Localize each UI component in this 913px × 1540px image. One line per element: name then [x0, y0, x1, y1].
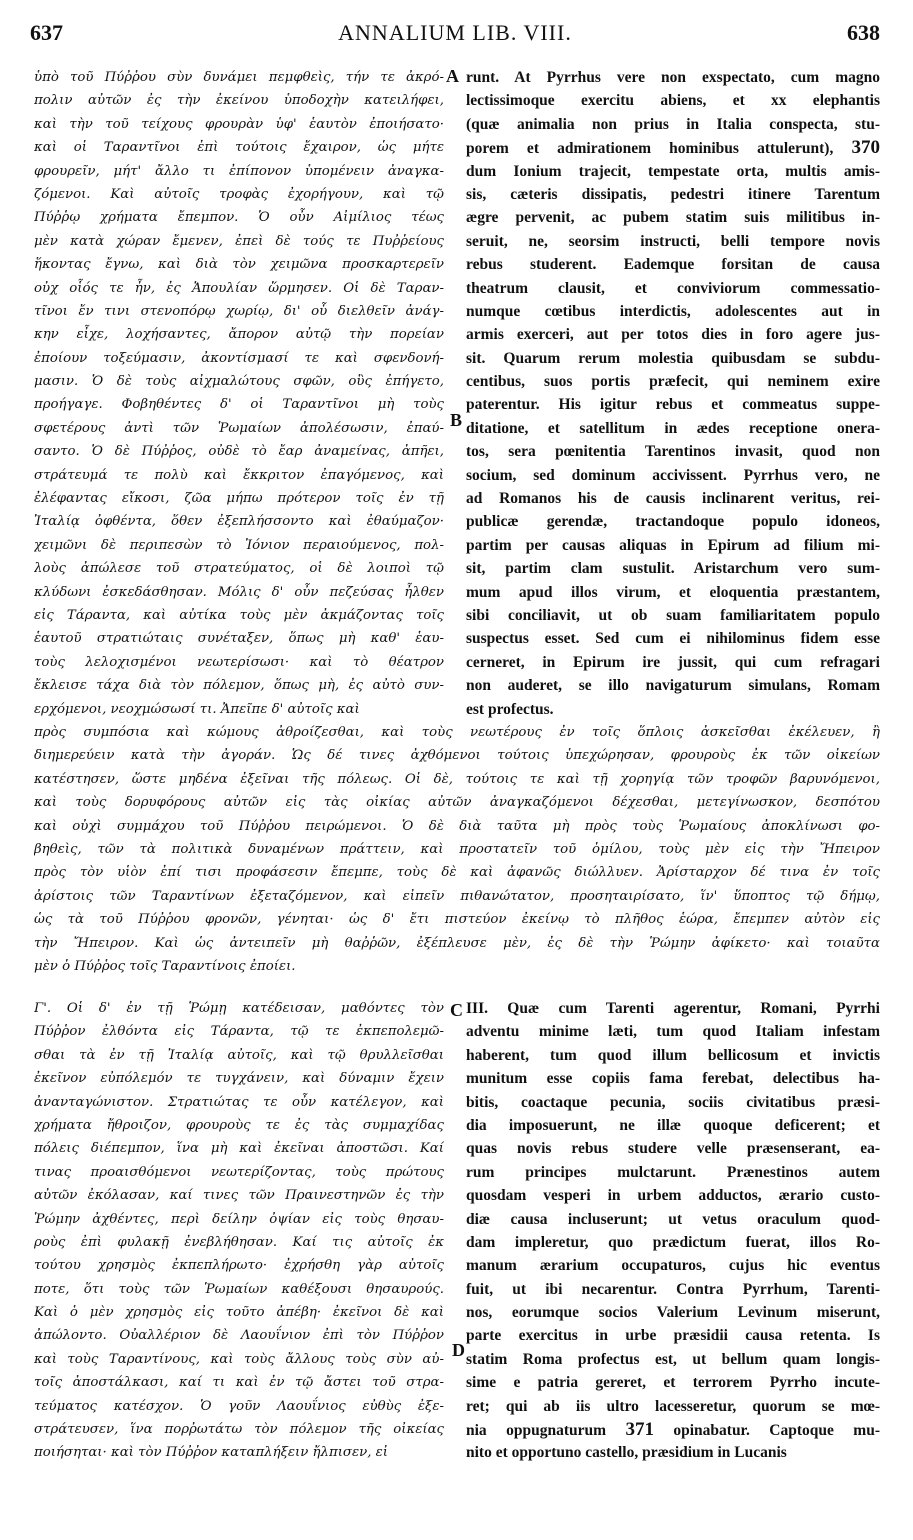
text-line: μὲν ὁ Πύῤῥος τοῖς Ταραντίνοις ἐποίει. — [34, 958, 296, 974]
text-line: non auderet, se illo navigaturum simulans, Romam — [466, 677, 880, 695]
text-line: sime e patria gereret, et terrorem Pyrrho incute- — [466, 1374, 880, 1392]
text-line: καὶ οἱ Ταραντῖνοι ἐπὶ τούτοις ἔχαιρον, ὡς μήτε — [34, 140, 444, 156]
text-line: rebus studerent. Eademque forsitan de causa — [466, 256, 880, 274]
text-line: mum apud illos virum, et eloquentia præstantem, — [466, 583, 880, 601]
text-line: πόλεις διέπεμπον, ἵνα μὴ καὶ ἐκεῖναι ἀποστῶσι. Καί — [34, 1141, 444, 1157]
text-line: ποιήσηται· καὶ τὸν Πύῤῥον καταπλήξειν ἤλπισεν, εἰ — [34, 1445, 389, 1461]
text-line: (quæ animalia non prius in Italia conspecta, stu- — [466, 115, 880, 133]
text-line: quas novis rebus studere velle præsenserant, ea- — [466, 1140, 880, 1158]
text-line: ἑαυτοῦ στρατιώταις συνέταξεν, ὅπως μὴ καθ' ἑαυ- — [34, 631, 444, 647]
text-line: χρήματα ἤθροιζον, φρουροὺς τε ἐς τὰς συμμαχίδας — [34, 1117, 444, 1133]
text-line: αὐτῶν ἐκόλασαν, καί τινες τῶν Πραινεστηνῶν ἐς τὴν — [34, 1188, 444, 1204]
text-line: suspectus esset. Sed cum ei nihilominus fidem esse — [466, 630, 880, 648]
text-line: διημερεύειν κατὰ τὴν ἀγοράν. Ὡς δέ τινες ἀχθόμενοι τούτοις ὑπεχώρησαν, φρουροὺς ἐκ τῶν οἰκείων — [34, 748, 880, 764]
text-line: ἐκεῖνον εὐπόλεμόν τε τυγχάνειν, καὶ δύναμιν ἔχειν — [34, 1071, 444, 1087]
text-line: ἀρίστοις τῶν Ταραντίνων ἐξεταζόμενον, καὶ εἰπεῖν πιθανώτατον, προσηταιρίσατο, ἵν' ὕποπτος τῷ δήμῳ, — [34, 888, 880, 904]
text-line: parte exercitus in urbe præsidii causa retenta. Is — [466, 1327, 880, 1345]
text-line: theatrum clausit, et conviviorum commessatio- — [466, 279, 880, 297]
running-title: ANNALIUM LIB. VIII. — [338, 20, 572, 45]
text-line: τεύματος κατέσχον. Ὁ γοῦν Λαουΐνιος εὐθὺς ἐξε- — [34, 1398, 444, 1414]
latin-column-bottom — [466, 997, 880, 1465]
text-line: ὡς τὰ τοῦ Πύῤῥου φρονῶν, γένηται· ὡς δ' ἔτι πιστεύον ἐκείνῳ τὸ πλῆθος ἑώρα, ἔπεμπεν αὐτὸν εἰς — [34, 912, 880, 928]
text-line: sis, cæteris dissipatis, pedestri itinere Tarentum — [466, 185, 880, 203]
text-line — [466, 1418, 880, 1441]
text-line: Ἰταλίᾳ ὀφθέντα, ὅθεν ἐξεπλήσσοντο καὶ ἐθαύμαζον· — [34, 514, 444, 530]
text-line: κατέστησεν, ὥστε μηδένα ἐξεῖναι τῆς πόλεως. Οἱ δὲ, τούτοις τε καὶ τῇ χορηγίᾳ τῶν τροφῶν βαρυνόμενοι, — [34, 771, 880, 787]
text-line: ποτε, ὅτι τοὺς τῶν Ῥωμαίων καθέξουσι θησαυρούς. — [34, 1281, 444, 1297]
text-line: ret; qui ab iis ultro lacesseretur, quorum se mœ- — [466, 1397, 880, 1415]
text-line: ροὺς ἐπὶ φυλακῇ ἐνεβλήθησαν. Καί τις αὐτοῖς ἐκ — [34, 1234, 444, 1250]
text-line: sit. Quarum rerum molestia quibusdam se subdu- — [466, 349, 880, 367]
text-line: bitis, coactaque pecunia, sociis civitatibus præsi- — [466, 1093, 880, 1111]
text-line: ἐποίουν τοξεύμασιν, ἀκοντίσμασί τε καὶ σφενδονή- — [34, 350, 444, 366]
page-number-left: 637 — [30, 20, 63, 45]
text-line: diæ causa incluserunt; ut vetus oraculum quod- — [466, 1210, 880, 1228]
text-line: sibi conciliavit, ut ob suam familiaritatem populo — [466, 606, 880, 624]
text-line: σθαι τὰ ἐν τῇ Ἰταλίᾳ αὐτοῖς, καὶ τῷ θρυλλεῖσθαι — [34, 1047, 444, 1063]
inline-page-reference: 370 — [851, 137, 880, 159]
text-line: εἰς Τάραντα, καὶ αὐτίκα τοὺς μὲν ἀκμάζοντας τοῖς — [34, 607, 444, 623]
text-line: κλύδωνι ἐσκεδάσθησαν. Μόλις δ' οὖν πεζεύσας ἦλθεν — [34, 584, 444, 600]
text-line: στράτευμά τε πολὺ καὶ ἔκκριτον ἐπαγόμενος, καὶ — [34, 467, 444, 483]
text-line: est profectus. — [466, 700, 554, 718]
text-line: Καὶ ὁ μὲν χρησμὸς εἰς τοῦτο ἀπέβη· ἐκεῖνοι δὲ καὶ — [34, 1305, 444, 1321]
text-fragment: nia oppugnaturum — [466, 1422, 607, 1440]
text-line: οὐχ οἷός τε ἦν, ἐς Ἀπουλίαν ὥρμησεν. Οἱ δὲ Ταραν- — [34, 280, 444, 296]
text-line: fuit, ut ibi necarentur. Contra Pyrrhum, Tarenti- — [466, 1280, 880, 1298]
page-number-right: 638 — [847, 20, 880, 45]
text-line: πρὸς τὸν υἱὸν ἐπί τισι προφάσεσιν ἔπεμπε, τοὺς δὲ καὶ ἀφανῶς διώλλυεν. Ἀρίσταρχον δέ τινα ἐν τοῖς — [34, 865, 880, 881]
text-line: ditatione, et satellitum in ædes receptione onera- — [466, 419, 880, 437]
text-line: τινας προαισθόμενοι νεωτερίζοντας, τοὺς πρώτους — [34, 1164, 444, 1180]
text-line: κην εἶχε, λοχήσαντες, ἄπορον αὐτῷ τὴν πορείαν — [34, 327, 444, 343]
text-line: ἀνανταγώνιστον. Στρατιώτας τε οὖν κατέλεγον, καὶ — [34, 1094, 444, 1110]
text-line: ερχόμενοι, νεοχμώσωσί τι. Ἀπεῖπε δ' αὐτοῖς καὶ — [34, 701, 360, 717]
text-line: ἐλέφαντας εἴκοσι, ζῶα μήπω πρότερον τοῖς ἐν τῇ — [34, 491, 444, 507]
text-line: quosdam vesperi in urbem adductos, ærario custo- — [466, 1187, 880, 1205]
text-fragment: porem et admirationem hominibus attulerunt), — [466, 140, 834, 158]
text-line: centibus, suos portis præfecit, qui neminem exire — [466, 373, 880, 391]
text-line: numque cœtibus interdictis, adolescentes aut in — [466, 302, 880, 320]
text-line: Γ'. Οἱ δ' ἐν τῇ Ῥώμῃ κατέδεισαν, μαθόντες τὸν — [34, 1001, 444, 1016]
text-line: πρὸς συμπόσια καὶ κώμους ἀθροίζεσθαι, καὶ τοὺς νεωτέρους ἐν τοῖς ὅπλοις ἀσκεῖσθαι ἐκέλευεν, ἢ — [34, 725, 880, 740]
text-line: ἔκλεισε τάχα διὰ τὸν πόλεμον, ὅπως μὴ, ἐς αὐτὸ συν- — [34, 678, 444, 694]
text-line: σφετέρους ἀντὶ τῶν Ῥωμαίων ἀπολέσωσιν, ἐπαύ- — [34, 420, 444, 436]
text-line: τὴν Ἤπειρον. Καὶ ὡς ἀντειπεῖν μὴ θαῤῥῶν, ἐξέπλευσε μὲν, ἐς δὲ τὴν Ῥώμην ἀφίκετο· καὶ τοιαῦτα — [34, 935, 880, 951]
text-line: partim per causas aliquas in Epirum ad filium mi- — [466, 536, 880, 554]
text-line: seruit, ne, seorsim instructi, belli tempore novis — [466, 232, 880, 250]
text-line: paterentur. His igitur rebus et commeatus suppe- — [466, 396, 880, 414]
text-line: socium, sed dominum accivissent. Pyrrhus vero, ne — [466, 466, 880, 484]
text-line: ὑπὸ τοῦ Πύῤῥου σὺν δυνάμει πεμφθεὶς, τήν τε ἀκρό- — [34, 70, 444, 85]
text-line: ζόμενοι. Καὶ αὐτοῖς τροφὰς ἐχορήγουν, καὶ τῷ — [34, 186, 444, 202]
text-line: καὶ τὴν τοῦ τείχους φρουρὰν ὑφ' ἑαυτὸν ἐποιήσατο· — [34, 116, 444, 132]
greek-column-bottom — [34, 997, 444, 1465]
text-line: munitum esse copiis fama ferebat, delectibus ha- — [466, 1070, 880, 1088]
text-line: dia imposuerunt, ne illæ quoque deficerent; et — [466, 1116, 880, 1134]
text-line: Πύῤῥον ἐλθόντα εἰς Τάραντα, τῷ τε ἐκπεπολεμῶ- — [34, 1024, 444, 1040]
text-line: Πύῤῥῳ χρήματα ἔπεμπον. Ὁ οὖν Αἰμίλιος τέως — [34, 210, 444, 226]
section-marker-a: A — [446, 66, 459, 86]
page-header — [30, 20, 880, 50]
latin-column-top — [466, 66, 880, 721]
text-line: ægre pervenit, ac pubem statim suis militibus in- — [466, 209, 880, 227]
text-line: στράτευσεν, ἵνα πορῤωτάτω τὸν πόλεμον τῆς οἰκείας — [34, 1422, 444, 1438]
text-line: rum principes mulctarunt. Prænestinos autem — [466, 1163, 880, 1181]
text-line: ἀπώλοντο. Οὐαλλέριον δὲ Λαουΐνιον ἐπὶ τὸν Πύῤῥον — [34, 1328, 444, 1344]
text-line: προήγαγε. Φοβηθέντες δ' οἱ Ταραντῖνοι μὴ τοὺς — [34, 397, 444, 413]
text-line: ἥκοντας ἔγνω, καὶ διὰ τὸν χειμῶνα προσκαρτερεῖν — [34, 257, 444, 273]
text-line: καὶ τοὺς δορυφόρους αὐτῶν εἰς τὰς οἰκίας αὐτῶν ἀναγκαζόμενοι δέχεσθαι, μετεγίνωσκον, δεσπότου — [34, 795, 880, 811]
text-line: nos, eorumque socios Valerium Levinum miserunt, — [466, 1304, 880, 1322]
text-line: publicæ gerendæ, tractandoque populo idoneos, — [466, 513, 880, 531]
text-line: μασιν. Ὁ δὲ τοὺς αἰχμαλώτους σφῶν, οὓς ἐπήγετο, — [34, 374, 444, 390]
greek-column-top — [34, 66, 444, 721]
text-line: Ῥώμην ἀχθέντες, περὶ δείλην ὀψίαν εἰς τοὺς θησαυ- — [34, 1211, 444, 1227]
text-line: τοῖς ἀποστάλκασι, καί τι καὶ ἐν τῷ ἄστει τοῦ στρα- — [34, 1375, 444, 1391]
text-line: adventu minime læti, tum quod Italiam infestam — [466, 1023, 880, 1041]
text-line: dam impleretur, quo prædictum fuerat, illos Ro- — [466, 1233, 880, 1251]
section-marker-c: C — [450, 1000, 463, 1020]
text-line: τοὺς λελοχισμένοι νεωτερίσωσι· καὶ τὸ θέατρον — [34, 654, 444, 670]
text-line: ad Romanos his de causis inclinarent veritus, rei- — [466, 490, 880, 508]
text-line: statim Roma profectus est, ut bellum quam longis- — [466, 1350, 880, 1368]
inline-page-reference: 371 — [625, 1419, 654, 1441]
text-line: tos, sera pœnitentia Tarentinos invasit, quod non — [466, 443, 880, 461]
section-marker-d: D — [452, 1340, 465, 1360]
text-line: μὲν κατὰ χώραν ἔμενεν, ἐπεὶ δὲ τούς τε Πυῤῥείους — [34, 233, 444, 249]
text-line: σαντο. Ὁ δὲ Πύῤῥος, οὐδὲ τὸ ἔαρ ἀναμείνας, ἀπῆει, — [34, 444, 444, 460]
text-line: λοὺς ἀπώλεσε τοῦ στρατεύματος, οἱ δὲ λοιποὶ τῷ — [34, 561, 444, 577]
text-line: καὶ οὐχὶ συμμάχου τοῦ Πύῤῥου πειρώμενοι. Ὁ δὲ διὰ ταῦτα μὴ πρὸς τοὺς Ῥωμαίους ἀποκλίνωσι φο- — [34, 818, 880, 834]
text-line: πολιν αὐτῶν ἐς τὴν ἐκείνου ὑποδοχὴν κατειλήφει, — [34, 93, 444, 109]
section-marker-b: B — [450, 410, 463, 430]
text-line: dum Ionium trajecit, tempestate orta, multis amis- — [466, 162, 880, 180]
text-line: χειμῶνι δὲ περιπεσὼν τὸ Ἰόνιον περαιούμενος, πολ- — [34, 537, 444, 553]
text-line: cerneret, in Epirum ire jussit, qui cum refragari — [466, 653, 880, 671]
text-fragment: opinabatur. Captoque mu- — [673, 1422, 880, 1440]
text-line: βηθεὶς, τῶν τὰ πολιτικὰ δυναμένων πράττειν, καὶ προστατεῖν τοῦ ὁμίλου, τοὺς μὲν εἰς τὴν Ἤπειρον — [34, 841, 880, 857]
text-line: φρουρεῖν, μήτ' ἄλλο τι ἐπίπονον ὑπομένειν ἀναγκα- — [34, 163, 444, 179]
text-line: III. Quæ cum Tarenti agerentur, Romani, Pyrrhi — [466, 1000, 880, 1017]
text-line: manum ærarium occupaturos, cujus hic eventus — [466, 1257, 880, 1275]
greek-fullwidth-block — [34, 721, 880, 978]
text-line: haberent, tum quod illum bellicosum et invictis — [466, 1046, 880, 1064]
text-line: runt. At Pyrrhus vere non exspectato, cum magno — [466, 69, 880, 86]
text-line: armis exerceri, aut per totos dies in foro agere jus- — [466, 326, 880, 344]
text-line — [466, 136, 880, 159]
text-line: sit, partim clam sustulit. Aristarchum vero sum- — [466, 560, 880, 578]
text-line: τῖνοι ἔν τινι στενοπόρῳ χωρίῳ, δι' οὗ διελθεῖν ἀνάγ- — [34, 303, 444, 319]
text-line: καὶ τοὺς Ταραντίνους, καὶ τοὺς ἄλλους τοὺς σὺν αὐ- — [34, 1351, 444, 1367]
text-line: τούτου χρησμὸς ἐκπεπλήρωτο· ἐχρήσθη γὰρ αὐτοῖς — [34, 1258, 444, 1274]
text-line: lectissimoque exercitu abiens, et xx elephantis — [466, 92, 880, 110]
text-line: nito et opportuno castello, præsidium in Lucanis — [466, 1444, 787, 1462]
